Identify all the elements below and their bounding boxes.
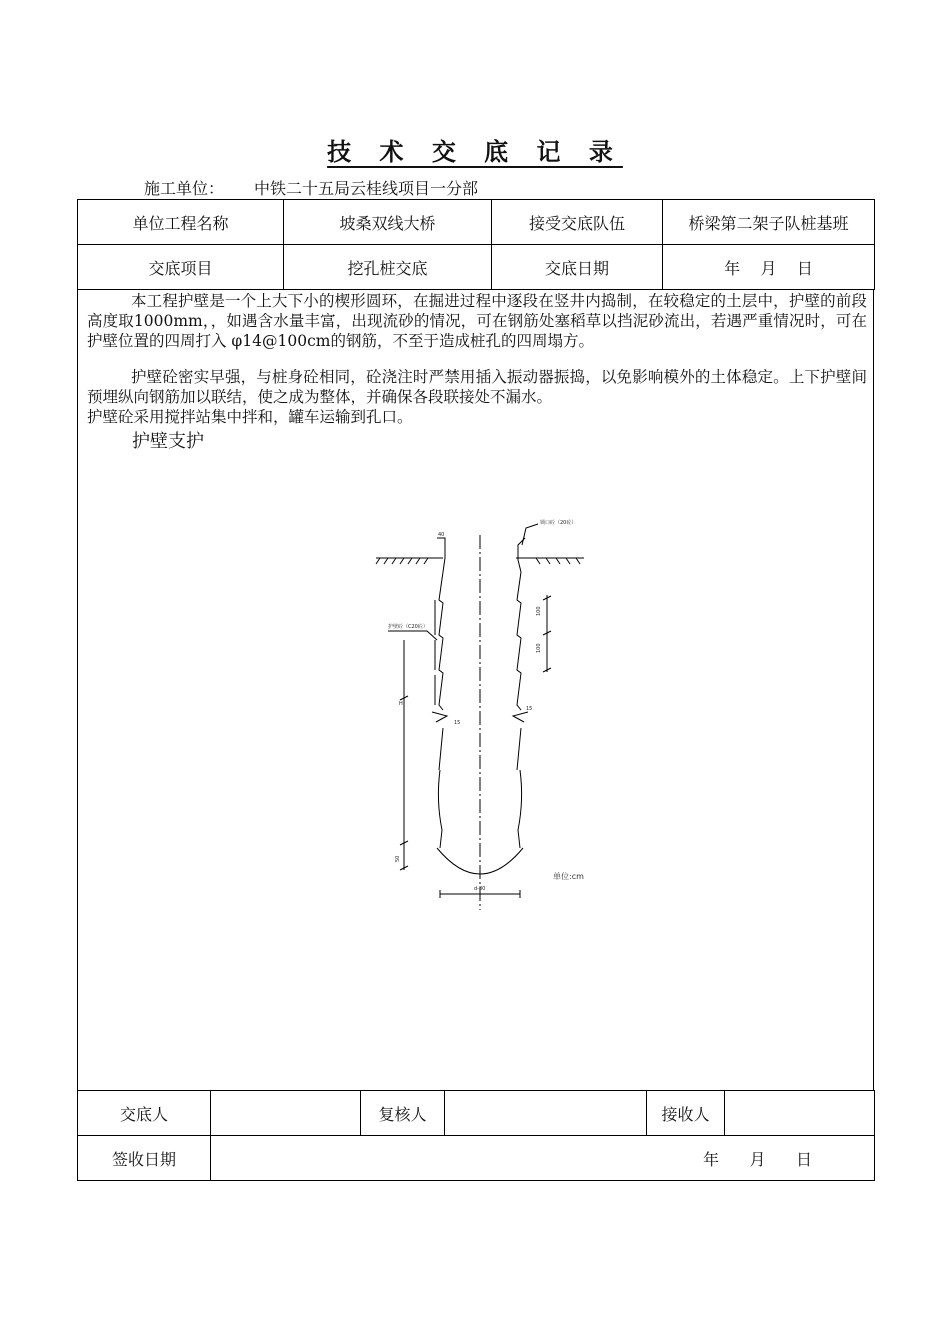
receiver-label: 接收人 bbox=[647, 1091, 725, 1136]
dim-bottom-label: 50 bbox=[395, 855, 401, 862]
briefing-item-label: 交底项目 bbox=[78, 245, 284, 290]
receiver-signature-cell bbox=[725, 1091, 875, 1136]
reviewer-signature-cell bbox=[445, 1091, 647, 1136]
footer-table bbox=[77, 1090, 875, 1181]
receiving-team-label: 接受交底队伍 bbox=[492, 200, 663, 245]
briefing-date-value: 年 月 日 bbox=[663, 245, 875, 290]
soil-hatch-left bbox=[376, 558, 428, 564]
dim-seg1-label: 100 bbox=[536, 606, 542, 616]
shaft-side-right bbox=[518, 770, 522, 848]
unit-note: 单位:cm bbox=[553, 872, 584, 881]
briefing-item-value: 挖孔桩交底 bbox=[284, 245, 492, 290]
collar-left bbox=[437, 538, 445, 572]
project-name-label: 单位工程名称 bbox=[78, 200, 284, 245]
wall-segments-right bbox=[517, 572, 521, 710]
reviewer-label: 复核人 bbox=[361, 1091, 445, 1136]
shaft-side-left bbox=[438, 770, 442, 848]
sign-date-label: 签收日期 bbox=[78, 1136, 211, 1181]
overlap-right bbox=[513, 712, 528, 722]
sign-date-row bbox=[78, 1136, 875, 1181]
dim-top-label: 40 bbox=[438, 532, 445, 538]
briefing-date-label: 交底日期 bbox=[492, 245, 663, 290]
overlap-left bbox=[432, 712, 447, 722]
giver-label: 交底人 bbox=[78, 1091, 211, 1136]
project-name-value: 坡桑双线大桥 bbox=[284, 200, 492, 245]
receiving-team-value: 桥梁第二架子队桩基班 bbox=[663, 200, 875, 245]
giver-signature-cell bbox=[211, 1091, 361, 1136]
construction-unit-label: 施工单位： bbox=[144, 179, 225, 198]
soil-hatch-right bbox=[536, 558, 580, 564]
section-subtitle: 护壁支护 bbox=[132, 431, 204, 452]
sign-date-value: 年 月 日 bbox=[211, 1136, 875, 1181]
dim-overlap-label: 15 bbox=[454, 720, 461, 726]
paragraph-3: 护壁砼采用搅拌站集中拌和，罐车运输到孔口。 bbox=[87, 408, 413, 426]
collar-label: 锁口砼（20砼） bbox=[540, 520, 577, 526]
wall-label: 护壁砼（C20砼） bbox=[388, 624, 428, 630]
wall-segments-left bbox=[439, 572, 443, 710]
dim-overlap2-label: 15 bbox=[526, 706, 533, 712]
dim-seg2-label: 100 bbox=[536, 643, 542, 653]
collar-leader bbox=[522, 524, 538, 545]
wall-leader bbox=[388, 631, 437, 640]
collar-right bbox=[518, 538, 525, 572]
signature-row bbox=[78, 1091, 875, 1136]
dim-h-label: H bbox=[399, 701, 403, 707]
paragraph-1: 本工程护壁是一个上大下小的楔形圆环，在掘进过程中逐段在竖井内捣制，在较稳定的土层中，护壁的前段高度取1000mm，，如遇含水量丰富，出现流砂的情况，可在钢筋处塞稻草以挡泥砂流出，若遇严重情况时，可在护壁位置的四周打入 φ14@100cm的钢筋，不至于造成桩孔的四周塌方。 bbox=[87, 292, 867, 350]
dim-width-label: d-80 bbox=[474, 886, 486, 892]
paragraph-2: 护壁砼密实早强，与桩身砼相同，砼浇注时严禁用插入振动器振捣，以免影响模外的土体稳定。上下护壁间预埋纵向钢筋加以联结，使之成为整体，并确保各段联接处不漏水。 bbox=[87, 368, 867, 406]
document-title: 技 术 交 底 记 录 bbox=[327, 137, 623, 166]
construction-unit-value: 中铁二十五局云桂线项目一分部 bbox=[254, 179, 479, 198]
